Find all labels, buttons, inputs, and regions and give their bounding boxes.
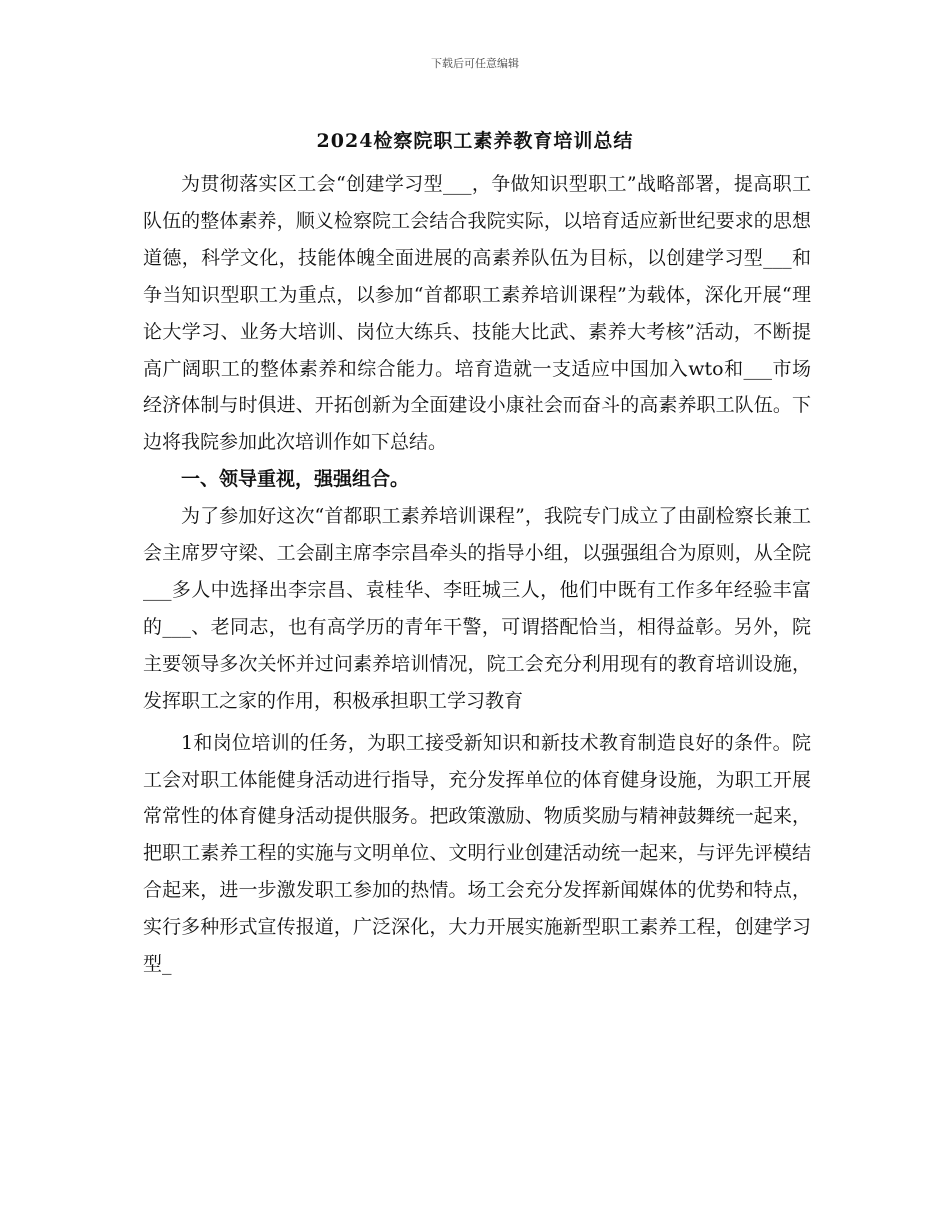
paragraph-training-tasks: 1和岗位培训的任务，为职工接受新知识和新技术教育制造良好的条件。院工会对职工体能健身活动进行指导，充分发挥单位的体育健身设施，为职工开展常常性的体育健身活动提供服务。把政策激励、物质奖励与精神鼓舞统一起来，把职工素养工程的实施与文明单位、文明行业创建活动统一起来，与评先评模结合起来，进一步激发职工参加的热情。场工会充分发挥新闻媒体的优势和特点，实行多种形式宣传报道，广泛深化，大力开展实施新型职工素养工程，创建学习型_ — [143, 731, 811, 976]
header-note: 下载后可任意编辑 — [431, 57, 519, 70]
document-body — [143, 166, 811, 983]
paragraph-intro: 为贯彻落实区工会“创建学习型___，争做知识型职工”战略部署，提高职工队伍的整体素养，顺义检察院工会结合我院实际，以培育适应新世纪要求的思想道德，科学文化，技能体魄全面进展的高素养队伍为目标，以创建学习型___和争当知识型职工为重点，以参加“首都职工素养培训课程”为载体，深化开展“理论大学习、业务大培训、岗位大练兵、技能大比武、素养大考核”活动，不断提高广阔职工的整体素养和综合能力。培育造就一支适应中国加入wto和___市场经济体制与时俱进、开拓创新为全面建设小康社会而奋斗的高素养职工队伍。下边将我院参加此次培训作如下总结。 — [143, 173, 811, 454]
section-heading-1: 一、领导重视，强强组合。 — [181, 468, 410, 491]
document-title: 2024检察院职工素养教育培训总结 — [316, 130, 634, 152]
paragraph-leadership: 为了参加好这次“首都职工素养培训课程”，我院专门成立了由副检察长兼工会主席罗守梁、工会副主席李宗昌牵头的指导小组，以强强组合为原则，从全院___多人中选择出李宗昌、袁桂华、李旺城三人，他们中既有工作多年经验丰富的___、老同志，也有高学历的青年干警，可谓搭配恰当，相得益彰。另外，院主要领导多次关怀并过问素养培训情况，院工会充分利用现有的教育培训设施，发挥职工之家的作用，积极承担职工学习教育 — [143, 505, 811, 712]
